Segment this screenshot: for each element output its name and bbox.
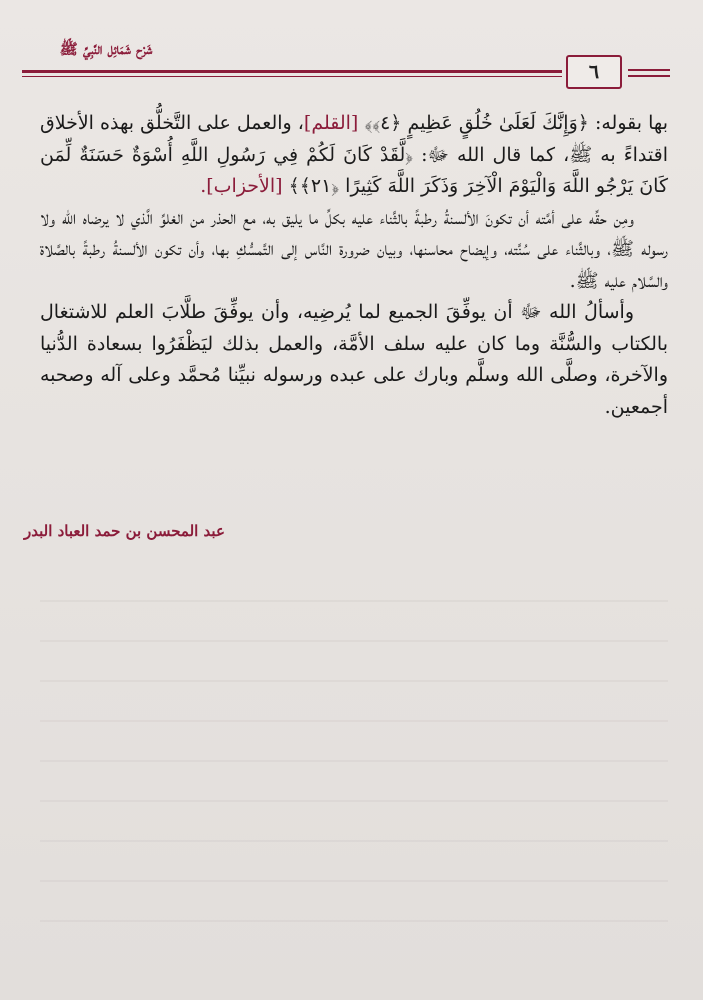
author-signature: عبد المحسن بن حمد العباد البدر xyxy=(24,522,225,540)
show-through-line xyxy=(40,840,668,842)
page-number: ٦ xyxy=(588,61,600,83)
show-through-line xyxy=(40,920,668,922)
paragraph-1 xyxy=(40,108,668,203)
quran-verse-ahzab: ﴿لَّقَدْ كَانَ لَكُمْ فِي رَسُولِ اللَّهِ أُسْوَةٌ حَسَنَةٌ لِّمَن كَانَ يَرْجُو اللَّهَ وَالْيَوْمَ الْآخِرَ وَذَكَرَ اللَّهَ كَثِيرًا ﴿٢١﴾﴾ xyxy=(40,143,668,197)
running-header-title: شَرْح شَمَائِل النَّبِيِّ ﷺ xyxy=(59,40,153,58)
p1-text-b: ، والعمل على التَّخلُّق بهذه الأخلاق اقتداءً به ﷺ، كما قال الله ﷻ: xyxy=(40,112,668,166)
surah-ref-qalam: [القلم] xyxy=(303,112,365,134)
header-rule-right-top xyxy=(628,69,670,71)
show-through-line xyxy=(40,800,668,802)
page-number-box xyxy=(566,55,622,89)
paragraph-2: ومِن حقِّه على أمَّته أن تكونَ الألسنةُ رطبةً بالثَّناء عليه بكلِّ ما يليق به، مع الحذر من الغلوِّ الَّذي لا يرضاه الله ولا رسوله ﷺ، وبالثَّناء على سُنَّته، وإيضاح محاسنها، وبيان ضرورة النَّاس إلى التَّمسُّكِ بها، وأن تكون الألسنةُ رطبةً بالصَّلاة والسَّلام عليه ﷺ. xyxy=(40,206,668,292)
show-through-line xyxy=(40,720,668,722)
show-through-line xyxy=(40,760,668,762)
quran-verse-qalam: ﴿وَإِنَّكَ لَعَلَىٰ خُلُقٍ عَظِيمٍ ﴿٤﴾﴾ xyxy=(364,112,589,134)
p1-text-a: بها بقوله: xyxy=(588,112,668,134)
paragraph-3: وأسألُ الله ﷻ أن يوفِّقَ الجميع لما يُرضِيه، وأن يوفِّقَ طلَّابَ العلم للاشتغال بالكتاب والسُّنَّة وما كان عليه سلف الأمَّة، والعمل بذلك ليَظْفَرُوا بسعادة الدُّنيا والآخرة، وصلَّى الله وسلَّم وبارك على عبده ورسوله نبيِّنا مُحمَّد وعلى آله وصحبه أجمعين. xyxy=(40,301,668,418)
surah-ref-ahzab: [الأحزاب]. xyxy=(200,175,289,197)
header-rule-thick xyxy=(22,70,562,73)
show-through-line xyxy=(40,680,668,682)
header-rule-right-bottom xyxy=(628,75,670,77)
body-text xyxy=(40,108,668,423)
header-rule-thin xyxy=(22,76,562,77)
show-through-line xyxy=(40,640,668,642)
show-through-line xyxy=(40,880,668,882)
show-through-line xyxy=(40,600,668,602)
